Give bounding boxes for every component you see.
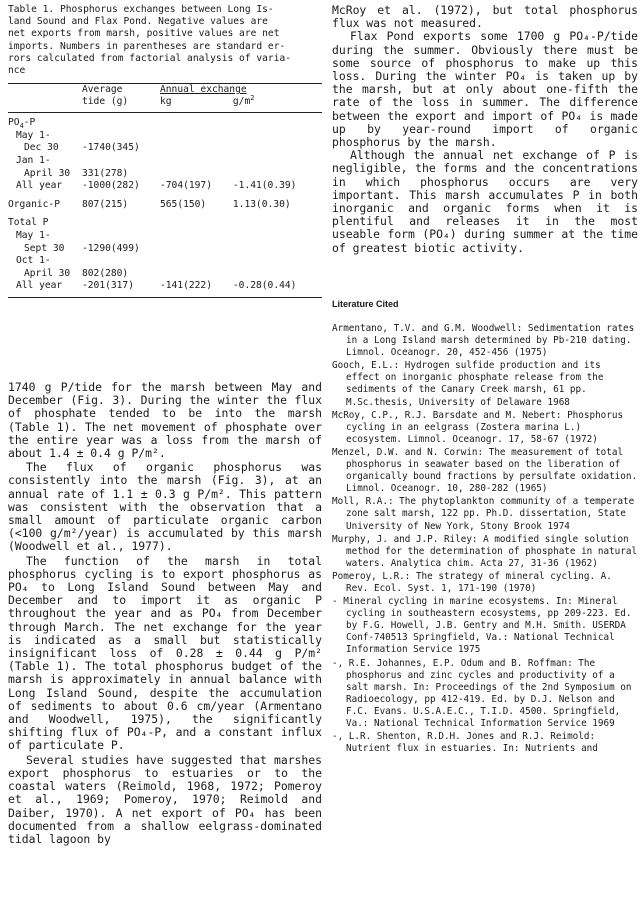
paragraph: The function of the marsh in total phosphorus cycling is to export phosphorus as PO₄ to Long Island Sound between May and December and to import it as organic P throughout the year and as PO₄ from December through March. The net exchange for the year is indicated as a small but statistically insignificant loss of 0.28 ± 0.44 g P/m² (Table 1). The total phosphorus budget of the marsh is approximately in annual balance with Long Island Sound, despite the accumulation of sediments to about 0.6 cm/year (Armentano and Woodwell, 1975), the significantly shifting flux of PO₄-P, and a constant influx of particulate P. (8, 553, 322, 753)
header-average: Average (82, 84, 123, 96)
reference-item: Menzel, D.W. and N. Corwin: The measurement of total phosphorus in seawater based on the liberation of organically bound fractions by persulfate oxidation. Limnol. Oceanogr. 10, 280-282 (1965) (332, 446, 638, 495)
paragraph: 1740 g P/tide for the marsh between May and December (Fig. 3). During the winter the flux of phosphate tended to be into the marsh (Table 1). The net movement of phosphate over the entire year was a loss from the marsh of about 1.4 ± 0.4 g P/m². (8, 380, 322, 461)
paragraph: The flux of organic phosphorus was consistently into the marsh (Fig. 3), at an annual rate of 1.1 ± 0.3 g P/m². This pattern was consistent with the observation that a small amount of particulate organic carbon (<100 g/m²/year) is accumulated by this marsh (Woodwell et al., 1977). (8, 460, 322, 554)
paragraph: Although the annual net exchange of P is negligible, the forms and the concentrations in which phosphorus occurs are very important. This marsh accumulates P in both inorganic and organic forms when it is plentiful and releases it in the most useable form (PO₄) during summer at the time of greatest biotic activity. (332, 148, 638, 255)
reference-item: -, R.E. Johannes, E.P. Odum and B. Roffman: The phosphorus and zinc cycles and productivity of a salt marsh. In: Proceedings of the 2nd Symposium on Radioecology, pp 412-419. Ed. by D.J. Nelson and F.C. Evans. U.S.A.E.C., T.I.D. 4500. Springfield, Va.: National Technical Information Service 1969 (332, 657, 632, 729)
table-row: Oct 1- (16, 255, 51, 267)
table-row: Organic-P 807(215) 565(150) 1.13(0.30) (8, 198, 291, 210)
header-kg: kg (160, 96, 172, 108)
table-row: Total P (8, 217, 49, 229)
reference-item: Gooch, E.L.: Hydrogen sulfide production and its effect on inorganic phosphate release from the sediments of the Canary Creek marsh, 61 pp. M.Sc.thesis, University of Delaware 1968 (332, 360, 604, 408)
table-block (8, 4, 322, 298)
phosphorus-table (8, 84, 322, 298)
reference-item: McRoy, C.P., R.J. Barsdate and M. Nebert: Phosphorus cycling in an eelgrass (Zostera marina L.) ecosystem. Limnol. Oceanogr. 17, 58-67 (1972) (332, 409, 624, 445)
table-row: Dec 30 -1740(345) (24, 142, 140, 154)
header-tide: tide (g) (82, 96, 129, 108)
table-row: April 30 331(278) (24, 167, 129, 179)
reference-item: -, L.R. Shenton, R.D.H. Jones and R.J. Reimold: Nutrient flux in estuaries. In: Nutrients and (332, 731, 598, 755)
table-row: May 1- (16, 129, 51, 141)
header-annual: Annual exchange (160, 84, 247, 96)
paragraph: Flax Pond exports some 1700 g PO₄-P/tide during the summer. Obviously there must be some source of phosphorus to make up this loss. During the winter PO₄ is taken up by the marsh, but at only about one-fifth the rate of the loss in summer. The difference between the export and import of PO₄ is made up by year-round import of organic phosphorus by the marsh. (332, 29, 638, 150)
table-row: April 30 802(280) (24, 267, 129, 279)
reference-item: Pomeroy, L.R.: The strategy of mineral cycling. A. Rev. Ecol. Syst. 1, 171-190 (1970) (332, 570, 612, 594)
table-row: All year -1000(282) -704(197) -1.41(0.39) (16, 180, 297, 192)
literature-cited-heading: Literature Cited (332, 299, 399, 309)
table-row: May 1- (16, 229, 51, 241)
reference-item: Murphy, J. and J.P. Riley: A modified single solution method for the determination of phosphate in natural waters. Analytica chim. Acta 27, 31-36 (1962) (332, 533, 638, 569)
table-row: All year -201(317) -141(222) -0.28(0.44) (16, 280, 297, 292)
paragraph: Several studies have suggested that marshes export phosphorus to estuaries or to the coastal waters (Reimold, 1968, 1972; Pomeroy et al., 1969; Pomeroy, 1970; Reimold and Daiber, 1970). A net export of PO₄ has been documented from a shallow eelgrass-dominated tidal lagoon by (8, 752, 322, 846)
left-body-text (8, 381, 322, 847)
reference-item: Armentano, T.V. and G.M. Woodwell: Sedimentation rates in a Long Island marsh determined by Pb-210 dating. Limnol. Oceanogr. 20, 452-456 (1975) (332, 323, 635, 359)
reference-list (332, 323, 638, 756)
paragraph: McRoy et al. (1972), but total phosphorus flux was not measured. (332, 3, 638, 31)
po4-p-label: $PO_4-P$ (8, 117, 36, 131)
table-row: Sept 30 -1290(499) (24, 242, 140, 254)
reference-item: Moll, R.A.: The phytoplankton community of a temperate zone salt marsh, 122 pp. Ph.D. dissertation, State University of New York, Stony Brook 1974 (332, 496, 635, 532)
table-row: Jan 1- (16, 155, 51, 166)
reference-item: - Mineral cycling in marine ecosystems. In: Mineral cycling in southeastern ecosystems, pp 209-223. Ed. by F.G. Howell, J.B. Gentry and M.H. Smith. USERDA Conf-740513 Springfield, Va.: National Technical Information Service 1975 (332, 596, 632, 656)
header-gm2: $g/m^2$ (232, 94, 255, 108)
table-caption: Table 1. Phosphorus exchanges between Long Is- land Sound and Flax Pond. Negative values are net exports from marsh, positive values are net imports. Numbers in parentheses are standard er- rors calculated from factorial analysis of varia- nce (8, 4, 292, 77)
right-body-text (332, 4, 638, 255)
